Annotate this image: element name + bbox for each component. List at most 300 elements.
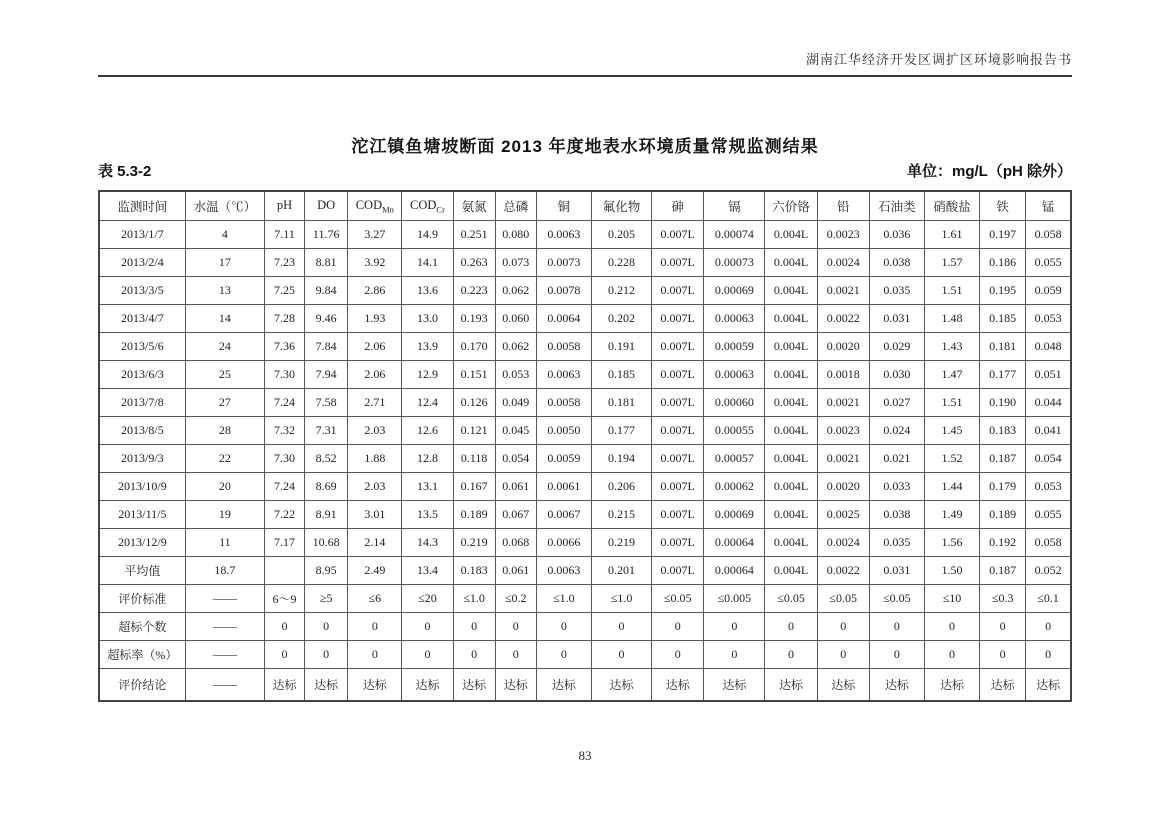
column-header: pH — [265, 191, 305, 220]
table-cell: 0.0025 — [817, 500, 869, 528]
table-unit: 单位：mg/L（pH 除外） — [907, 163, 1072, 180]
table-cell: 0.053 — [1026, 472, 1071, 500]
table-cell: 0 — [1026, 612, 1071, 640]
table-cell: 0.035 — [869, 276, 924, 304]
table-cell: —— — [185, 584, 264, 612]
table-cell: 14.3 — [402, 528, 453, 556]
table-cell: 7.24 — [265, 388, 305, 416]
table-cell: 达标 — [817, 668, 869, 701]
table-cell: 7.31 — [305, 416, 348, 444]
row-label: 2013/7/8 — [99, 388, 185, 416]
table-cell: 0 — [536, 640, 591, 668]
table-cell: 达标 — [765, 668, 817, 701]
table-cell: 0.181 — [591, 388, 651, 416]
table-cell: 达标 — [980, 668, 1026, 701]
table-cell: 0.0020 — [817, 332, 869, 360]
table-cell: 3.27 — [348, 220, 402, 248]
table-cell: 9.84 — [305, 276, 348, 304]
table-cell: ≤0.2 — [495, 584, 536, 612]
table-cell: 14.9 — [402, 220, 453, 248]
table-row — [99, 612, 1071, 640]
table-cell: 0 — [495, 640, 536, 668]
table-cell: 0.062 — [495, 276, 536, 304]
table-cell: 0.068 — [495, 528, 536, 556]
table-cell: 0.061 — [495, 556, 536, 584]
table-cell: 0 — [591, 640, 651, 668]
table-cell: 0.206 — [591, 472, 651, 500]
table-cell: 0.007L — [652, 332, 704, 360]
table-cell: 0.202 — [591, 304, 651, 332]
column-header: DO — [305, 191, 348, 220]
table-cell: 19 — [185, 500, 264, 528]
table-cell: 0.059 — [1026, 276, 1071, 304]
table-cell: 0.054 — [495, 444, 536, 472]
table-cell: 0.251 — [453, 220, 495, 248]
table-cell: 0.00063 — [704, 304, 765, 332]
table-cell: 0.189 — [980, 500, 1026, 528]
table-cell: 0 — [402, 612, 453, 640]
table-cell: 2.06 — [348, 332, 402, 360]
table-cell: 0.067 — [495, 500, 536, 528]
table-cell: 25 — [185, 360, 264, 388]
table-cell — [265, 556, 305, 584]
table-cell: 0 — [980, 640, 1026, 668]
table-cell: 9.46 — [305, 304, 348, 332]
table-cell: 0.029 — [869, 332, 924, 360]
row-label: 2013/10/9 — [99, 472, 185, 500]
table-cell: 8.81 — [305, 248, 348, 276]
table-cell: 0.027 — [869, 388, 924, 416]
table-cell: 28 — [185, 416, 264, 444]
table-cell: 0.053 — [1026, 304, 1071, 332]
table-cell: 0.0058 — [536, 332, 591, 360]
row-label: 超标个数 — [99, 612, 185, 640]
table-cell: 1.51 — [924, 276, 979, 304]
table-cell: 22 — [185, 444, 264, 472]
table-cell: 0 — [265, 640, 305, 668]
table-cell: 达标 — [402, 668, 453, 701]
table-cell: 0.263 — [453, 248, 495, 276]
table-cell: 0.185 — [980, 304, 1026, 332]
table-cell: 0.004L — [765, 556, 817, 584]
table-cell: 0 — [765, 612, 817, 640]
table-cell: 0.0061 — [536, 472, 591, 500]
table-cell: 12.4 — [402, 388, 453, 416]
table-cell: 0.007L — [652, 500, 704, 528]
table-cell: ≤0.005 — [704, 584, 765, 612]
table-cell: 1.52 — [924, 444, 979, 472]
table-cell: 0.0024 — [817, 528, 869, 556]
table-cell: 0.055 — [1026, 500, 1071, 528]
table-cell: 7.22 — [265, 500, 305, 528]
table-cell: 2.03 — [348, 416, 402, 444]
table-cell: 0.004L — [765, 248, 817, 276]
table-cell: 13.4 — [402, 556, 453, 584]
table-cell: 0.030 — [869, 360, 924, 388]
header-rule — [98, 75, 1072, 77]
table-cell: 0.219 — [591, 528, 651, 556]
report-header-text: 湖南江华经济开发区调扩区环境影响报告书 — [805, 52, 1072, 67]
table-cell: 1.45 — [924, 416, 979, 444]
table-cell: 13.1 — [402, 472, 453, 500]
table-cell: 0.0022 — [817, 304, 869, 332]
table-cell: 0.060 — [495, 304, 536, 332]
table-cell: 达标 — [869, 668, 924, 701]
table-cell: 17 — [185, 248, 264, 276]
table-row — [99, 668, 1071, 701]
table-cell: 11 — [185, 528, 264, 556]
table-cell: 0.004L — [765, 220, 817, 248]
table-cell: ≤0.05 — [652, 584, 704, 612]
table-cell: 0.058 — [1026, 220, 1071, 248]
table-cell: 0.228 — [591, 248, 651, 276]
monitoring-table — [98, 190, 1072, 702]
table-cell: 0 — [869, 612, 924, 640]
table-cell: 0.052 — [1026, 556, 1071, 584]
header-row — [99, 191, 1071, 220]
table-cell: 0.0021 — [817, 444, 869, 472]
table-cell: 4 — [185, 220, 264, 248]
table-cell: 0.00060 — [704, 388, 765, 416]
table-cell: 0.004L — [765, 444, 817, 472]
table-cell: 0.073 — [495, 248, 536, 276]
column-header: 铅 — [817, 191, 869, 220]
table-cell: 达标 — [265, 668, 305, 701]
column-header: 铜 — [536, 191, 591, 220]
table-cell: 0.033 — [869, 472, 924, 500]
table-cell: 0.007L — [652, 556, 704, 584]
table-cell: 1.61 — [924, 220, 979, 248]
table-cell: 7.17 — [265, 528, 305, 556]
table-cell: 0.0050 — [536, 416, 591, 444]
table-cell: 0.007L — [652, 304, 704, 332]
table-body — [99, 220, 1071, 701]
table-cell: 0.038 — [869, 248, 924, 276]
table-cell: 0 — [348, 640, 402, 668]
table-row — [99, 332, 1071, 360]
table-cell: 0.126 — [453, 388, 495, 416]
table-cell: 0.00064 — [704, 556, 765, 584]
table-cell: 0.170 — [453, 332, 495, 360]
table-cell: 0.062 — [495, 332, 536, 360]
table-cell: 0.004L — [765, 472, 817, 500]
table-cell: 6～9 — [265, 584, 305, 612]
column-header: 锰 — [1026, 191, 1071, 220]
column-header: 水温（℃） — [185, 191, 264, 220]
row-label: 2013/5/6 — [99, 332, 185, 360]
table-cell: 0.080 — [495, 220, 536, 248]
table-cell: 0.0067 — [536, 500, 591, 528]
table-cell: 0.185 — [591, 360, 651, 388]
table-cell: 7.94 — [305, 360, 348, 388]
table-cell: 0.0023 — [817, 220, 869, 248]
table-cell: 0.00069 — [704, 276, 765, 304]
table-cell: 12.6 — [402, 416, 453, 444]
table-cell: 0.181 — [980, 332, 1026, 360]
row-label: 超标率（%） — [99, 640, 185, 668]
table-cell: 0.0066 — [536, 528, 591, 556]
row-label: 2013/9/3 — [99, 444, 185, 472]
table-cell: 0.197 — [980, 220, 1026, 248]
table-cell: 0.045 — [495, 416, 536, 444]
table-cell: 0.044 — [1026, 388, 1071, 416]
table-cell: 0.205 — [591, 220, 651, 248]
table-cell: 0.0021 — [817, 276, 869, 304]
column-header: $COD_{Cr}$ — [402, 191, 453, 220]
table-cell: 0.189 — [453, 500, 495, 528]
table-cell: 达标 — [348, 668, 402, 701]
row-label: 评价标准 — [99, 584, 185, 612]
table-cell: 0.0021 — [817, 388, 869, 416]
table-cell: 达标 — [591, 668, 651, 701]
table-cell: 13.0 — [402, 304, 453, 332]
table-cell: 0.035 — [869, 528, 924, 556]
table-cell: 27 — [185, 388, 264, 416]
table-cell: 0 — [453, 612, 495, 640]
table-row — [99, 640, 1071, 668]
table-cell: 0.195 — [980, 276, 1026, 304]
table-cell: 0.041 — [1026, 416, 1071, 444]
table-cell: 0.007L — [652, 416, 704, 444]
table-cell: 2.06 — [348, 360, 402, 388]
table-row — [99, 584, 1071, 612]
table-row — [99, 444, 1071, 472]
table-cell: 0.0063 — [536, 220, 591, 248]
table-cell: 11.76 — [305, 220, 348, 248]
table-cell: 0.0020 — [817, 472, 869, 500]
table-cell: 0.190 — [980, 388, 1026, 416]
table-cell: 0.223 — [453, 276, 495, 304]
table-cell: 达标 — [495, 668, 536, 701]
table-cell: 8.91 — [305, 500, 348, 528]
table-cell: 0 — [704, 640, 765, 668]
table-cell: 0.191 — [591, 332, 651, 360]
table-cell: 0 — [817, 640, 869, 668]
table-cell: 0.021 — [869, 444, 924, 472]
table-cell: 7.58 — [305, 388, 348, 416]
table-cell: 达标 — [652, 668, 704, 701]
table-cell: 12.8 — [402, 444, 453, 472]
table-cell: 0.0063 — [536, 360, 591, 388]
table-cell: 14.1 — [402, 248, 453, 276]
table-cell: ≤1.0 — [453, 584, 495, 612]
table-cell: 达标 — [536, 668, 591, 701]
table-cell: ≤10 — [924, 584, 979, 612]
table-cell: 0 — [1026, 640, 1071, 668]
table-cell: 0.186 — [980, 248, 1026, 276]
table-row — [99, 472, 1071, 500]
table-cell: —— — [185, 668, 264, 701]
table-cell: 0.193 — [453, 304, 495, 332]
table-cell: ≤1.0 — [536, 584, 591, 612]
table-row — [99, 528, 1071, 556]
table-cell: 0.053 — [495, 360, 536, 388]
table-cell: 0.118 — [453, 444, 495, 472]
table-cell: —— — [185, 640, 264, 668]
table-cell: 3.92 — [348, 248, 402, 276]
table-row — [99, 388, 1071, 416]
column-header: 氨氮 — [453, 191, 495, 220]
column-header: 砷 — [652, 191, 704, 220]
table-cell: ≤0.05 — [869, 584, 924, 612]
table-cell: 0.0023 — [817, 416, 869, 444]
table-cell: 1.49 — [924, 500, 979, 528]
table-cell: 达标 — [924, 668, 979, 701]
row-label: 2013/8/5 — [99, 416, 185, 444]
table-cell: 0.007L — [652, 388, 704, 416]
table-cell: 0.055 — [1026, 248, 1071, 276]
column-header-subscript: Mn — [382, 204, 394, 214]
table-cell: 0 — [305, 640, 348, 668]
table-cell: 0 — [652, 612, 704, 640]
table-cell: 0.004L — [765, 360, 817, 388]
row-label: 2013/1/7 — [99, 220, 185, 248]
table-cell: 0.007L — [652, 220, 704, 248]
table-cell: 0.0022 — [817, 556, 869, 584]
table-cell: 8.52 — [305, 444, 348, 472]
table-cell: 1.56 — [924, 528, 979, 556]
table-cell: 7.11 — [265, 220, 305, 248]
table-cell: 0.00059 — [704, 332, 765, 360]
report-header — [98, 52, 1072, 68]
table-meta-row — [98, 162, 1072, 182]
table-cell: 0 — [348, 612, 402, 640]
table-cell: 0 — [265, 612, 305, 640]
table-row — [99, 304, 1071, 332]
table-label: 表 5.3-2 — [98, 163, 152, 180]
table-cell: 0 — [495, 612, 536, 640]
table-cell: 0.0064 — [536, 304, 591, 332]
table-cell: 1.51 — [924, 388, 979, 416]
table-row — [99, 556, 1071, 584]
table-cell: 0.187 — [980, 556, 1026, 584]
table-cell: 0.192 — [980, 528, 1026, 556]
table-cell: 0.048 — [1026, 332, 1071, 360]
table-cell: 0.167 — [453, 472, 495, 500]
table-cell: 0.024 — [869, 416, 924, 444]
table-cell: 0 — [591, 612, 651, 640]
table-cell: 0.187 — [980, 444, 1026, 472]
table-cell: 0.00074 — [704, 220, 765, 248]
table-cell: ≤0.1 — [1026, 584, 1071, 612]
column-header: 监测时间 — [99, 191, 185, 220]
table-cell: 7.23 — [265, 248, 305, 276]
table-cell: 1.88 — [348, 444, 402, 472]
table-cell: 0.004L — [765, 276, 817, 304]
row-label: 平均值 — [99, 556, 185, 584]
table-cell: 13.9 — [402, 332, 453, 360]
table-cell: 达标 — [1026, 668, 1071, 701]
table-cell: 7.32 — [265, 416, 305, 444]
table-cell: 1.57 — [924, 248, 979, 276]
table-cell: 0.00055 — [704, 416, 765, 444]
table-cell: 8.69 — [305, 472, 348, 500]
column-header: 镉 — [704, 191, 765, 220]
page-number: 83 — [578, 748, 592, 763]
table-cell: 1.44 — [924, 472, 979, 500]
table-cell: 0.0073 — [536, 248, 591, 276]
table-cell: 0.036 — [869, 220, 924, 248]
column-header: 六价铬 — [765, 191, 817, 220]
table-cell: 0 — [765, 640, 817, 668]
table-cell: ≥5 — [305, 584, 348, 612]
table-cell: 0.215 — [591, 500, 651, 528]
table-cell: 0.007L — [652, 528, 704, 556]
table-cell: 0.0024 — [817, 248, 869, 276]
table-cell: 7.24 — [265, 472, 305, 500]
table-cell: 0.004L — [765, 500, 817, 528]
table-cell: 0.00057 — [704, 444, 765, 472]
table-row — [99, 416, 1071, 444]
table-cell: 0 — [980, 612, 1026, 640]
table-cell: 0.0063 — [536, 556, 591, 584]
table-cell: 0.183 — [453, 556, 495, 584]
table-cell: 0 — [817, 612, 869, 640]
table-cell: 0.0059 — [536, 444, 591, 472]
table-cell: 1.50 — [924, 556, 979, 584]
table-cell: 0.219 — [453, 528, 495, 556]
table-cell: 达标 — [305, 668, 348, 701]
table-cell: 13.6 — [402, 276, 453, 304]
column-header: 硝酸盐 — [924, 191, 979, 220]
table-cell: 24 — [185, 332, 264, 360]
table-cell: 0.007L — [652, 248, 704, 276]
row-label: 2013/12/9 — [99, 528, 185, 556]
row-label: 2013/2/4 — [99, 248, 185, 276]
table-cell: 1.47 — [924, 360, 979, 388]
column-header: $COD_{Mn}$ — [348, 191, 402, 220]
table-cell: 8.95 — [305, 556, 348, 584]
table-cell: 0.212 — [591, 276, 651, 304]
table-cell: ≤6 — [348, 584, 402, 612]
table-cell: ≤0.05 — [765, 584, 817, 612]
table-cell: 0 — [924, 612, 979, 640]
table-cell: 13 — [185, 276, 264, 304]
table-cell: 0 — [305, 612, 348, 640]
table-row — [99, 276, 1071, 304]
table-cell: 2.71 — [348, 388, 402, 416]
column-header: 氟化物 — [591, 191, 651, 220]
table-cell: 0.00064 — [704, 528, 765, 556]
row-label: 2013/3/5 — [99, 276, 185, 304]
table-cell: 0 — [869, 640, 924, 668]
table-cell: 达标 — [453, 668, 495, 701]
column-header: 铁 — [980, 191, 1026, 220]
table-cell: 0.004L — [765, 416, 817, 444]
table-cell: 达标 — [704, 668, 765, 701]
table-cell: 0 — [402, 640, 453, 668]
table-cell: 0.00063 — [704, 360, 765, 388]
table-cell: ≤20 — [402, 584, 453, 612]
table-cell: 0.179 — [980, 472, 1026, 500]
table-cell: 7.30 — [265, 360, 305, 388]
table-cell: 0 — [924, 640, 979, 668]
table-cell: 0.183 — [980, 416, 1026, 444]
table-cell: 1.93 — [348, 304, 402, 332]
table-cell: ≤0.05 — [817, 584, 869, 612]
table-cell: 7.25 — [265, 276, 305, 304]
table-cell: 0.007L — [652, 360, 704, 388]
table-cell: 12.9 — [402, 360, 453, 388]
table-cell: 7.30 — [265, 444, 305, 472]
table-cell: 0.004L — [765, 388, 817, 416]
table-cell: 20 — [185, 472, 264, 500]
table-cell: 0.007L — [652, 444, 704, 472]
table-cell: ≤0.3 — [980, 584, 1026, 612]
table-cell: 0.061 — [495, 472, 536, 500]
table-cell: 2.49 — [348, 556, 402, 584]
table-cell: 2.14 — [348, 528, 402, 556]
